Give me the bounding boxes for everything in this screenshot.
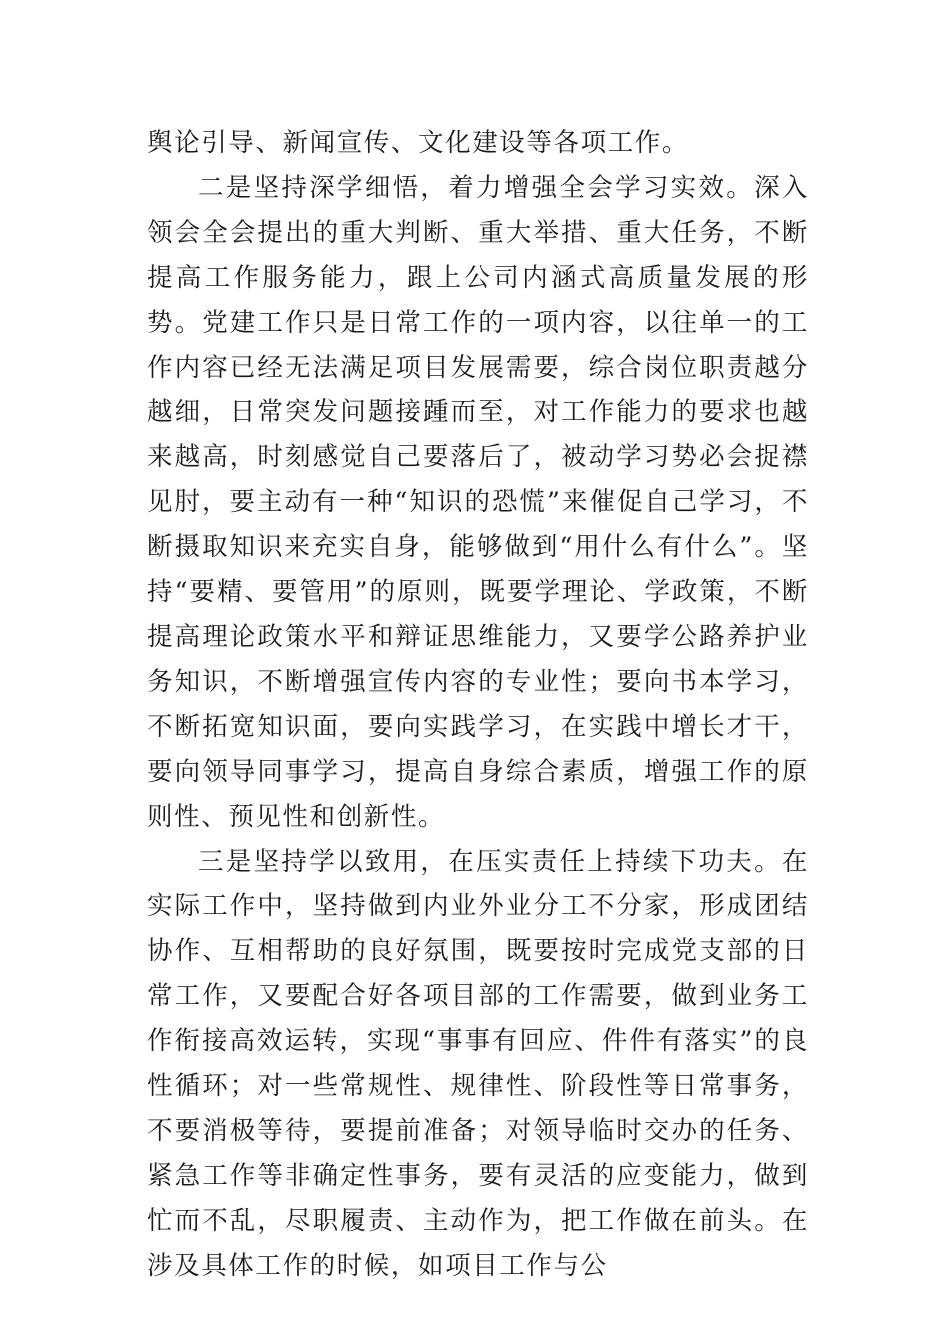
paragraph-continuation: 舆论引导、新闻宣传、文化建设等各项工作。 bbox=[147, 128, 690, 158]
paragraph-study: 二是坚持深学细悟，着力增强全会学习实效。深入领会全会提出的重大判断、重大举措、重大任务，不断提高工作服务能力，跟上公司内涵式高质量发展的形势。党建工作只是日常工作的一项内容，以往单一的工作内容已经无法满足项目发展需要，综合岗位职责越分越细，日常突发问题接踵而至，对工作能力的要求也越来越高，时刻感觉自己要落后了，被动学习势必会捉襟见肘，要主动有一种“知识的恐慌”来催促自己学习，不断摄取知识来充实自身，能够做到“用什么有什么”。坚持“要精、要管用”的原则，既要学理论、学政策，不断提高理论政策水平和辩证思维能力，又要学公路养护业务知识，不断增强宣传内容的专业性；要向书本学习，不断拓宽知识面，要向实践学习，在实践中增长才干，要向领导同事学习，提高自身综合素质，增强工作的原则性、预见性和创新性。 bbox=[147, 172, 809, 832]
paragraph-application: 三是坚持学以致用，在压实责任上持续下功夫。在实际工作中，坚持做到内业外业分工不分家，形成团结协作、互相帮助的良好氛围，既要按时完成党支部的日常工作，又要配合好各项目部的工作需要，做到业务工作衔接高效运转，实现“事事有回应、件件有落实”的良性循环；对一些常规性、规律性、阶段性等日常事务，不要消极等待，要提前准备；对领导临时交办的任务、紧急工作等非确定性事务，要有灵活的应变能力，做到忙而不乱，尽职履责、主动作为，把工作做在前头。在涉及具体工作的时候，如项目工作与公 bbox=[147, 846, 809, 1281]
document-body bbox=[147, 121, 809, 1289]
